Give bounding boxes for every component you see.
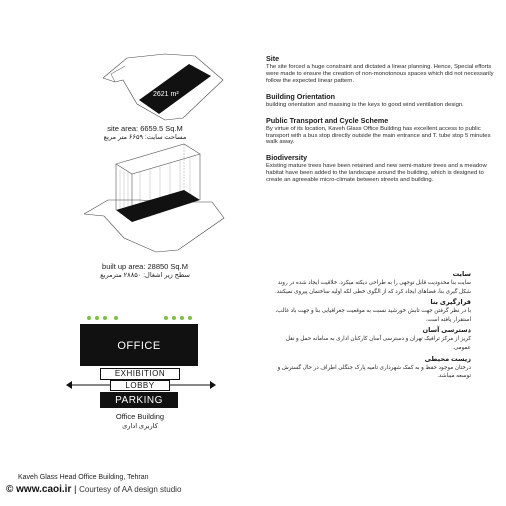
section-title: Biodiversity (266, 153, 308, 163)
section-orientation-en (266, 92, 496, 109)
project-title: Kaveh Glass Head Office Building, Tehran (18, 474, 149, 481)
section-body: By virtue of its location, Kaveh Glass Office Building has excellent access to public transport with a bus stop directly outside the main entrance and T. tube stop 5 minutes walk away. (266, 125, 491, 146)
section-title: Site (266, 54, 280, 63)
section-site-en (266, 54, 496, 85)
lobby-block: LOBBY (110, 380, 170, 391)
section-title-fa: سایت (452, 271, 471, 278)
persian-text-column (266, 268, 471, 381)
tree-dots (80, 312, 210, 324)
built-caption (70, 262, 220, 280)
section-body-fa: درختان موجود حفظ و به کمک شهرداری تامیه پارک جنگلی اطراف در حال گسترش و توسعه میباشد. (277, 364, 471, 380)
section-title: Building Orientation (266, 91, 336, 101)
footer-separator: | (74, 484, 77, 495)
english-text-column (266, 54, 496, 191)
section-body-fa: کریز از مرکز ترافیک تهران و دسترسی آسان کارکنان اداری به سامانه حمل و نقل عمومی. (285, 336, 471, 351)
section-body: Existing mature trees have been retained and new semi-mature trees and a meadow habitat have been added to the landscape around the building, which is designed to create an agreeable micro-climate between streets and building. (266, 163, 487, 184)
footer-credit-line (6, 484, 181, 495)
office-block: OFFICE (80, 324, 198, 366)
built-caption-en: built up area: 28850 Sq.M (102, 262, 188, 271)
footprint-area-label: 2621 m² (153, 91, 179, 98)
program-stack-diagram (80, 312, 210, 442)
section-body: building orientation and massing is the keys to good wind ventilation design. (266, 101, 464, 108)
site-plan-diagram (95, 48, 235, 126)
section-body-fa: با در نظر گرفتن جهت تابش خورشید نسبت به موقعیت جغرافیایی بنا و جهت باد غالب، استقرار یافته است. (275, 308, 471, 323)
program-caption-fa: کاربری اداری (122, 423, 158, 430)
section-body-fa: سایت بنا محدودیت قابل توجهی را به طراحی دیکته میکرد. خلاقیت ایجاد شده در روند شکل گیری بنا، فضاهای ایجاد کرد که از الگوی خطی لکه اولیه ساختمان پیروی نمیکنند. (275, 280, 471, 295)
courtesy-credit: Courtesy of AA design studio (79, 485, 182, 494)
parking-block: PARKING (100, 392, 178, 408)
exhibition-block: EXHIBITION (100, 368, 180, 380)
section-transport-en (266, 116, 496, 147)
built-footprint (116, 190, 200, 222)
section-title: Public Transport and Cycle Scheme (266, 115, 389, 125)
section-title-fa: قرارگیری بنا (430, 299, 471, 307)
section-body: The site forced a huge constraint and dictated a linear planning. Hence, Special efforts were made to ensure the creation of non-monotonous spaces which did not necessarily follow the expected linear pattern. (266, 64, 494, 84)
site-footprint (139, 64, 211, 114)
site-caption-en: site area: 6659.5 Sq.M (107, 124, 183, 133)
section-title-fa: زیست محیطی (424, 355, 471, 363)
built-caption-fa: سطح زیر اشغال: ۲۸۸۵۰ مترمربع (100, 272, 190, 279)
program-caption-en: Office Building (115, 412, 165, 421)
site-caption-fa: مساحت سایت: ۶۶۵۹ متر مربع (103, 134, 187, 141)
section-title-fa: دسترسی آسان (422, 327, 471, 335)
built-volume-diagram (80, 140, 230, 256)
website-link[interactable]: © www.caoi.ir (6, 484, 72, 495)
section-biodiversity-en (266, 153, 496, 184)
